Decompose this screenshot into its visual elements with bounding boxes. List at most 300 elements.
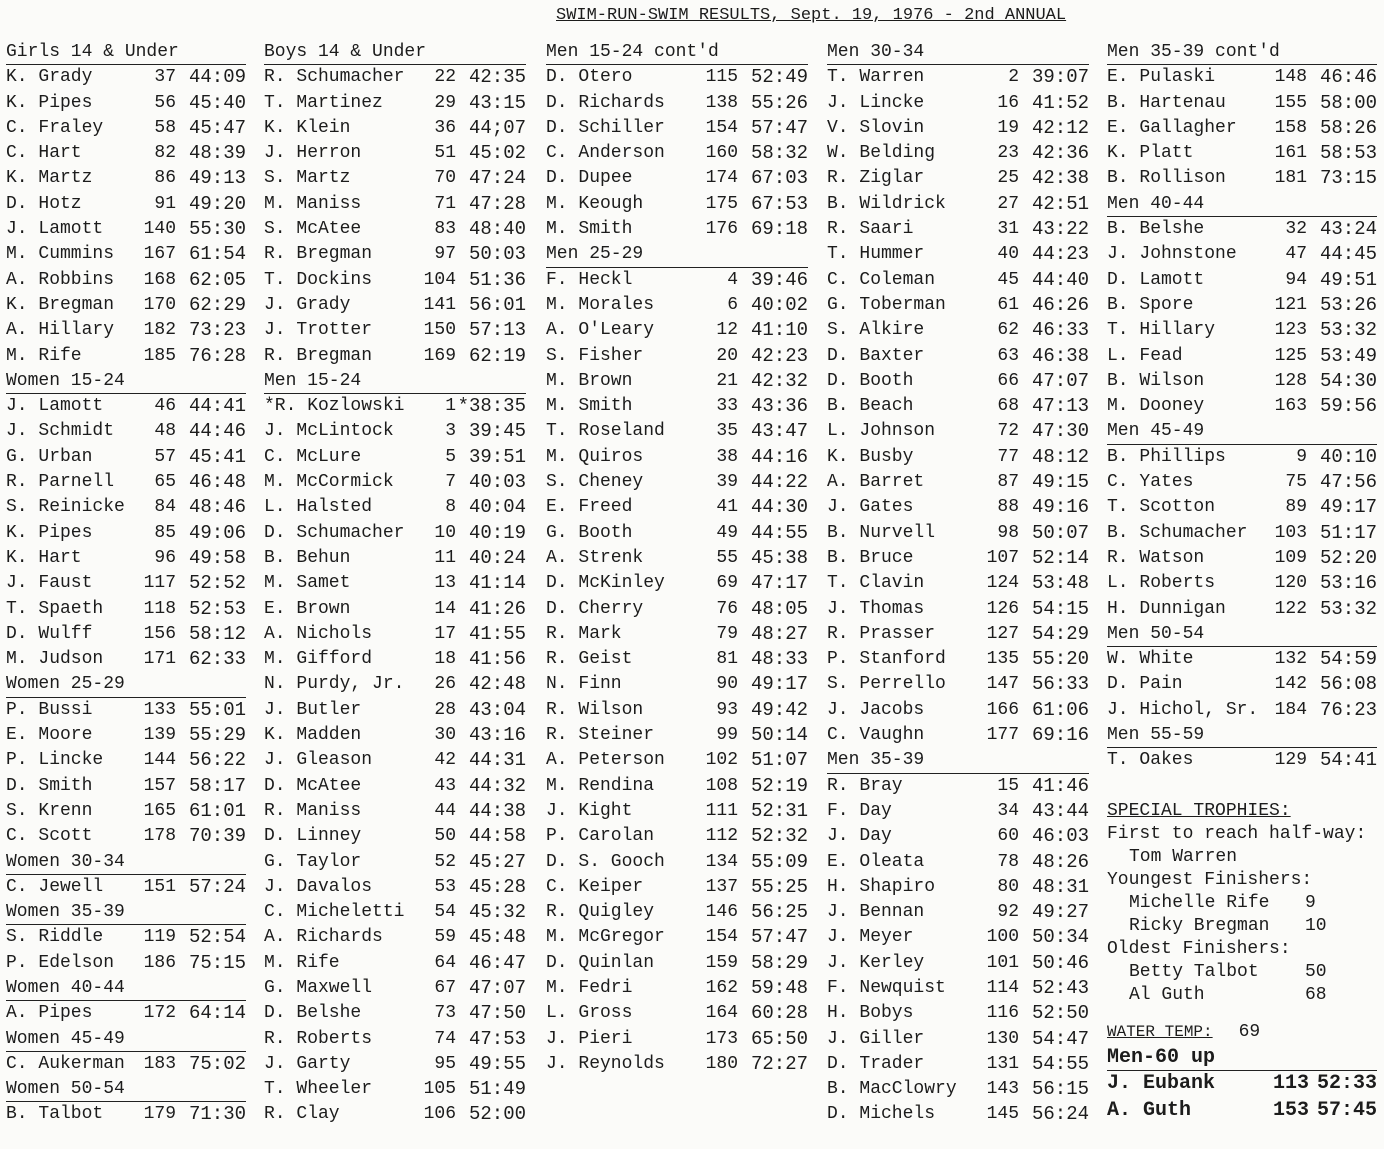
- finish-time: 58:32: [750, 142, 808, 165]
- finisher-name: C. Keiper: [546, 876, 644, 897]
- finisher-name: C. Aukerman: [6, 1053, 125, 1074]
- finisher-name: C. Fraley: [6, 117, 104, 138]
- place-number: 161: [1274, 143, 1307, 164]
- place-number: 118: [143, 598, 176, 619]
- finisher-name: B. Phillips: [1107, 446, 1226, 467]
- result-row: [827, 242, 1089, 267]
- special-trophies-heading: SPECIAL TROPHIES:: [1107, 800, 1291, 821]
- result-row: [6, 748, 246, 773]
- finish-time: 58:00: [1319, 91, 1377, 114]
- finisher-name: G. Booth: [546, 522, 633, 543]
- finisher-name: E. Moore: [6, 725, 93, 746]
- finish-time: 49:20: [188, 192, 246, 215]
- result-row: [6, 65, 246, 90]
- place-number: 104: [423, 269, 456, 290]
- result-row: [546, 369, 808, 394]
- place-number: 57: [154, 446, 176, 467]
- place-number: 125: [1274, 345, 1307, 366]
- place-number: 41: [716, 497, 738, 518]
- finisher-name: R. Roberts: [264, 1028, 373, 1049]
- result-row: [264, 116, 526, 141]
- result-row: [1107, 571, 1377, 596]
- finisher-name: C. Micheletti: [264, 902, 405, 923]
- finish-time: 44;07: [468, 116, 526, 139]
- result-row: [1107, 698, 1377, 723]
- result-row: [827, 951, 1089, 976]
- place-number: 86: [154, 168, 176, 189]
- place-number: 7: [445, 472, 456, 493]
- result-row: [6, 951, 246, 976]
- place-number: 50: [434, 826, 456, 847]
- section-header: Women 50-54: [6, 1077, 246, 1102]
- finisher-name: R. Quigley: [546, 902, 655, 923]
- finish-time: 44:55: [750, 521, 808, 544]
- result-row: [546, 445, 808, 470]
- place-number: 87: [997, 472, 1019, 493]
- finish-time: 48:31: [1031, 875, 1089, 898]
- finish-time: 56:24: [1031, 1103, 1089, 1126]
- section-header: Women 35-39: [6, 900, 246, 925]
- finisher-name: S. Cheney: [546, 472, 644, 493]
- result-row: [1107, 293, 1377, 318]
- result-row: [827, 369, 1089, 394]
- finish-time: 48:39: [188, 142, 246, 165]
- result-row: [546, 419, 808, 444]
- finisher-name: K. Hart: [6, 547, 82, 568]
- place-number: 157: [143, 775, 176, 796]
- result-row: [6, 622, 246, 647]
- finish-time: 56:22: [188, 749, 246, 772]
- result-row: [827, 1001, 1089, 1026]
- result-row: [264, 470, 526, 495]
- finish-time: 48:05: [750, 597, 808, 620]
- result-row: [827, 268, 1089, 293]
- place-number: 143: [986, 1079, 1019, 1100]
- finisher-name: J. Hichol, Sr.: [1107, 699, 1259, 720]
- youngest-finishers-label: Youngest Finishers:: [1107, 869, 1313, 890]
- result-row: [264, 748, 526, 773]
- finish-time: 45:41: [188, 445, 246, 468]
- finisher-name: J. Eubank: [1107, 1071, 1216, 1095]
- finish-time: 42:35: [468, 66, 526, 89]
- place-number: 100: [986, 927, 1019, 948]
- result-row: [6, 1052, 246, 1077]
- finish-time: 40:24: [468, 546, 526, 569]
- first-halfway-name: [1107, 845, 1377, 868]
- place-number: 13: [434, 573, 456, 594]
- place-number: 60: [997, 826, 1019, 847]
- finish-time: 46:26: [1031, 293, 1089, 316]
- page-title: SWIM-RUN-SWIM RESULTS, Sept. 19, 1976 - 2nd ANNUAL: [556, 6, 1067, 25]
- results-column-4: [827, 40, 1089, 1128]
- place-number: 63: [997, 345, 1019, 366]
- place-number: 121: [1274, 294, 1307, 315]
- finish-time: 58:29: [750, 951, 808, 974]
- result-row: [6, 445, 246, 470]
- finisher-name: C. Vaughn: [827, 725, 925, 746]
- place-number: 74: [434, 1028, 456, 1049]
- finish-time: 48:12: [1031, 445, 1089, 468]
- finish-time: 52:20: [1319, 546, 1377, 569]
- place-number: 89: [1285, 497, 1307, 518]
- place-number: 123: [1274, 320, 1307, 341]
- result-row: [6, 91, 246, 116]
- finisher-name: G. Urban: [6, 446, 93, 467]
- place-number: 130: [986, 1028, 1019, 1049]
- place-number: 166: [986, 699, 1019, 720]
- finish-time: 46:46: [1319, 66, 1377, 89]
- result-row: [1107, 369, 1377, 394]
- place-number: 163: [1274, 396, 1307, 417]
- place-number: 68: [997, 396, 1019, 417]
- place-number: 65: [154, 472, 176, 493]
- place-number: 78: [997, 851, 1019, 872]
- finish-time: 54:15: [1031, 597, 1089, 620]
- finish-time: 44:09: [188, 66, 246, 89]
- result-row: [827, 166, 1089, 191]
- place-number: 34: [997, 800, 1019, 821]
- place-number: 53: [434, 876, 456, 897]
- place-number: 96: [154, 547, 176, 568]
- result-row: [1107, 141, 1377, 166]
- result-row: [264, 622, 526, 647]
- finisher-name: S. McAtee: [264, 219, 362, 240]
- place-number: 14: [434, 598, 456, 619]
- finisher-name: D. Dupee: [546, 168, 633, 189]
- result-row: [546, 470, 808, 495]
- finish-time: 54:41: [1319, 749, 1377, 772]
- finisher-name: A. Nichols: [264, 623, 373, 644]
- finish-time: 46:33: [1031, 319, 1089, 342]
- finisher-name: M. Samet: [264, 573, 351, 594]
- finisher-name: T. Roseland: [546, 421, 665, 442]
- finisher-name: C. Jewell: [6, 876, 104, 897]
- finish-time: 40:02: [750, 293, 808, 316]
- place-number: 66: [997, 370, 1019, 391]
- finish-time: 56:33: [1031, 673, 1089, 696]
- finisher-name: D. Smith: [6, 775, 93, 796]
- result-row: [264, 1102, 526, 1127]
- water-temp-label: WATER TEMP:: [1107, 1022, 1213, 1041]
- finisher-name: J. Day: [827, 826, 892, 847]
- finisher-name: C. McLure: [264, 446, 362, 467]
- result-row: [264, 293, 526, 318]
- place-number: 47: [1285, 244, 1307, 265]
- finisher-name: D. Otero: [546, 67, 633, 88]
- finish-time: 40:19: [468, 521, 526, 544]
- finisher-name: A. Robbins: [6, 269, 115, 290]
- finish-time: 72:27: [750, 1052, 808, 1075]
- place-number: 147: [986, 674, 1019, 695]
- place-number: 133: [143, 699, 176, 720]
- finish-time: 48:40: [468, 218, 526, 241]
- finish-time: 71:30: [188, 1103, 246, 1126]
- result-row: [827, 875, 1089, 900]
- result-row: [546, 875, 808, 900]
- finish-time: 44:40: [1031, 268, 1089, 291]
- finisher-name: R. Wilson: [546, 699, 644, 720]
- result-row: [264, 723, 526, 748]
- finish-time: 49:17: [1319, 496, 1377, 519]
- finish-time: 49:17: [750, 673, 808, 696]
- place-number: 116: [986, 1003, 1019, 1024]
- result-row: [6, 571, 246, 596]
- place-number: 99: [716, 725, 738, 746]
- finish-time: 53:32: [1319, 597, 1377, 620]
- finisher-name: M. Maniss: [264, 193, 362, 214]
- section-header: Men 35-39 cont'd: [1107, 40, 1377, 65]
- result-row: [1107, 1071, 1377, 1098]
- finisher-name: S. Riddle: [6, 927, 104, 948]
- result-row: [264, 774, 526, 799]
- finish-time: 60:28: [750, 1002, 808, 1025]
- result-row: [546, 976, 808, 1001]
- finisher-name: B. Behun: [264, 547, 351, 568]
- finish-time: 45:32: [468, 901, 526, 924]
- finish-time: 52:31: [750, 799, 808, 822]
- finisher-name: D. Linney: [264, 826, 362, 847]
- place-number: 129: [1274, 750, 1307, 771]
- place-number: 162: [705, 977, 738, 998]
- result-row: [1107, 445, 1377, 470]
- finisher-name: S. Reinicke: [6, 497, 125, 518]
- finish-time: 61:06: [1031, 698, 1089, 721]
- result-row: [1107, 91, 1377, 116]
- result-row: [546, 91, 808, 116]
- result-row: [827, 1052, 1089, 1077]
- finisher-name: D. Trader: [827, 1053, 925, 1074]
- finish-time: 58:26: [1319, 116, 1377, 139]
- finisher-name: J. Giller: [827, 1028, 925, 1049]
- finisher-name: R. Bray: [827, 775, 903, 796]
- result-row: [1107, 65, 1377, 90]
- finisher-name: D. Lamott: [1107, 269, 1205, 290]
- result-row: [1107, 546, 1377, 571]
- finisher-name: J. Jacobs: [827, 699, 925, 720]
- result-row: [264, 1052, 526, 1077]
- finisher-name: J. Gates: [827, 497, 914, 518]
- result-row: [264, 91, 526, 116]
- result-row: [1107, 116, 1377, 141]
- result-row: [264, 647, 526, 672]
- finisher-name: T. Wheeler: [264, 1079, 373, 1100]
- result-row: [1107, 521, 1377, 546]
- result-row: [546, 521, 808, 546]
- result-row: [264, 900, 526, 925]
- results-column-5: [1107, 40, 1377, 1125]
- finish-time: 44:32: [468, 774, 526, 797]
- finish-time: 59:56: [1319, 395, 1377, 418]
- finisher-name: T. Dockins: [264, 269, 373, 290]
- finish-time: 49:06: [188, 521, 246, 544]
- result-row: [264, 1027, 526, 1052]
- place-number: 135: [986, 649, 1019, 670]
- place-number: 10: [434, 522, 456, 543]
- place-number: 85: [154, 522, 176, 543]
- finish-time: 53:48: [1031, 572, 1089, 595]
- finisher-name: B. Wilson: [1107, 370, 1205, 391]
- place-number: 9: [1296, 446, 1307, 467]
- place-number: 155: [1274, 92, 1307, 113]
- result-row: [827, 597, 1089, 622]
- finisher-name: J. Schmidt: [6, 421, 115, 442]
- result-row: [827, 774, 1089, 799]
- place-number: 102: [705, 750, 738, 771]
- place-number: 52: [434, 851, 456, 872]
- place-number: 168: [143, 269, 176, 290]
- finisher-name: K. Klein: [264, 117, 351, 138]
- place-number: 114: [986, 977, 1019, 998]
- result-row: [546, 951, 808, 976]
- finisher-name: E. Oleata: [827, 851, 925, 872]
- finish-time: 41:52: [1031, 91, 1089, 114]
- result-row: [546, 571, 808, 596]
- finish-time: 53:32: [1319, 319, 1377, 342]
- place-number: 54: [434, 902, 456, 923]
- place-number: 55: [716, 547, 738, 568]
- place-number: 67: [434, 977, 456, 998]
- result-row: [6, 192, 246, 217]
- finisher-name: M. Judson: [6, 649, 104, 670]
- place-number: 43: [434, 775, 456, 796]
- finish-time: 49:42: [750, 698, 808, 721]
- finisher-name: E. Freed: [546, 497, 633, 518]
- result-row: [264, 344, 526, 369]
- place-number: 33: [716, 396, 738, 417]
- result-row: [827, 344, 1089, 369]
- result-row: [1107, 495, 1377, 520]
- result-row: [827, 495, 1089, 520]
- place-number: 49: [716, 522, 738, 543]
- finish-time: 54:47: [1031, 1027, 1089, 1050]
- finish-time: 44:45: [1319, 243, 1377, 266]
- result-row: [827, 141, 1089, 166]
- place-number: 95: [434, 1053, 456, 1074]
- finisher-name: R. Watson: [1107, 547, 1205, 568]
- result-row: [264, 141, 526, 166]
- place-number: 56: [154, 92, 176, 113]
- place-number: 35: [716, 421, 738, 442]
- finisher-name: T. Clavin: [827, 573, 925, 594]
- place-number: 91: [154, 193, 176, 214]
- finisher-name: V. Slovin: [827, 117, 925, 138]
- result-row: [827, 521, 1089, 546]
- finish-time: 40:10: [1319, 445, 1377, 468]
- finish-time: 67:03: [750, 167, 808, 190]
- place-number: 79: [716, 623, 738, 644]
- place-number: 4: [727, 269, 738, 290]
- finish-time: 41:56: [468, 648, 526, 671]
- finisher-name: G. Maxwell: [264, 977, 373, 998]
- result-row: [6, 495, 246, 520]
- finish-time: 42:23: [750, 344, 808, 367]
- result-row: [1107, 242, 1377, 267]
- section-header: Boys 14 & Under: [264, 40, 526, 65]
- finisher-name: M. Fedri: [546, 977, 633, 998]
- finish-time: 46:47: [468, 951, 526, 974]
- result-row: [827, 116, 1089, 141]
- place-number: 141: [423, 294, 456, 315]
- finisher-name: K. Pipes: [6, 522, 93, 543]
- finisher-name: M. Morales: [546, 294, 655, 315]
- place-number: 6: [727, 294, 738, 315]
- finisher-age: 10: [1305, 915, 1327, 936]
- place-number: 154: [705, 117, 738, 138]
- finish-time: 39:51: [468, 445, 526, 468]
- finisher-name: B. Beach: [827, 396, 914, 417]
- finish-time: 48:27: [750, 622, 808, 645]
- result-row: [6, 521, 246, 546]
- finisher-name: D. Belshe: [264, 1003, 362, 1024]
- finisher-name: A. Barret: [827, 472, 925, 493]
- place-number: 1: [445, 396, 456, 417]
- results-column-3: [546, 40, 808, 1077]
- result-row: [827, 445, 1089, 470]
- finisher-name: J. Kerley: [827, 952, 925, 973]
- finish-time: 41:14: [468, 572, 526, 595]
- section-header: Men 40-44: [1107, 192, 1377, 217]
- finish-time: 43:22: [1031, 218, 1089, 241]
- finish-time: 46:38: [1031, 344, 1089, 367]
- finish-time: 52:49: [750, 66, 808, 89]
- section-header: Men 50-54: [1107, 622, 1377, 647]
- finisher-name: D. Michels: [827, 1104, 936, 1125]
- finish-time: 65:50: [750, 1027, 808, 1050]
- place-number: 3: [445, 421, 456, 442]
- place-number: 185: [143, 345, 176, 366]
- place-number: 131: [986, 1053, 1019, 1074]
- place-number: 126: [986, 598, 1019, 619]
- finisher-name: S. Perrello: [827, 674, 946, 695]
- finish-time: 49:51: [1319, 268, 1377, 291]
- finish-time: 62:05: [188, 268, 246, 291]
- result-row: [264, 65, 526, 90]
- place-number: 138: [705, 92, 738, 113]
- finish-time: 57:45: [1316, 1098, 1377, 1122]
- finish-time: 55:25: [750, 875, 808, 898]
- place-number: 20: [716, 345, 738, 366]
- finisher-name: G. Toberman: [827, 294, 946, 315]
- result-row: [546, 141, 808, 166]
- place-number: 70: [434, 168, 456, 189]
- result-row: [827, 293, 1089, 318]
- results-column-2: [264, 40, 526, 1128]
- place-number: 179: [143, 1104, 176, 1125]
- result-row: [546, 647, 808, 672]
- finish-time: 55:01: [188, 698, 246, 721]
- result-row: [546, 1027, 808, 1052]
- finish-time: 41:10: [750, 319, 808, 342]
- finisher-name: R. Parnell: [6, 472, 115, 493]
- finish-time: 42:48: [468, 673, 526, 696]
- finish-time: 45:02: [468, 142, 526, 165]
- finish-time: 53:49: [1319, 344, 1377, 367]
- result-row: [6, 242, 246, 267]
- result-row: [6, 1102, 246, 1127]
- finish-time: 47:56: [1319, 471, 1377, 494]
- place-number: 176: [705, 219, 738, 240]
- place-number: 167: [143, 244, 176, 265]
- finish-time: 39:45: [468, 420, 526, 443]
- place-number: 39: [716, 472, 738, 493]
- place-number: 28: [434, 699, 456, 720]
- result-row: [264, 242, 526, 267]
- finish-time: 69:16: [1031, 724, 1089, 747]
- place-number: 128: [1274, 370, 1307, 391]
- finisher-name: J. Thomas: [827, 598, 925, 619]
- finish-time: 45:38: [750, 546, 808, 569]
- place-number: 112: [705, 826, 738, 847]
